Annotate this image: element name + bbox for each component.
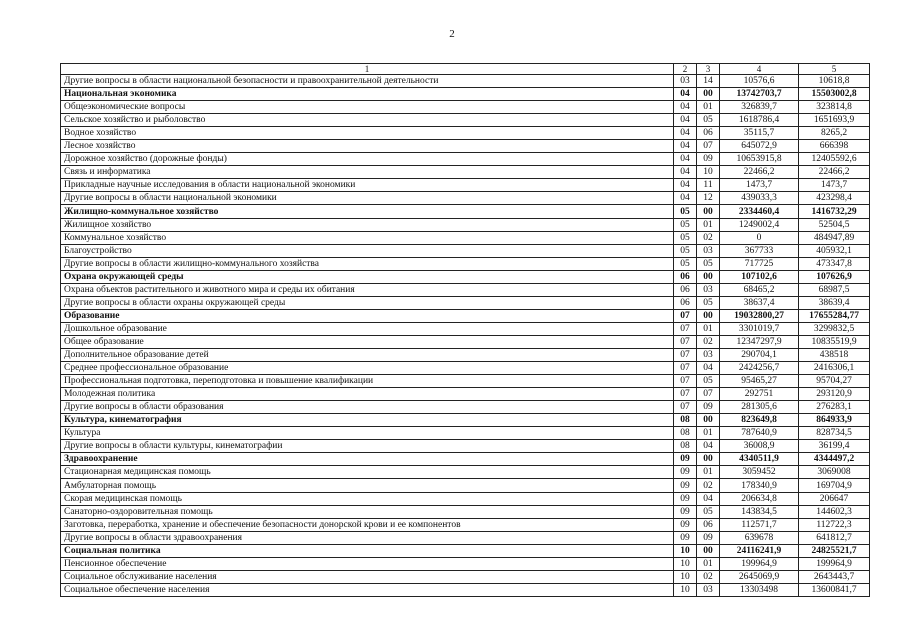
row-subsection: 04: [697, 440, 720, 453]
row-name: Дополнительное образование детей: [61, 348, 674, 361]
row-name: Социальное обеспечение населения: [61, 583, 674, 596]
row-section: 10: [674, 583, 697, 596]
row-section: 06: [674, 270, 697, 283]
row-value-1: 292751: [720, 388, 799, 401]
row-name: Заготовка, переработка, хранение и обеспечение безопасности донорской крови и ее компонентов: [61, 518, 674, 531]
row-subsection: 00: [697, 453, 720, 466]
row-name: Другие вопросы в области жилищно-коммунального хозяйства: [61, 257, 674, 270]
row-value-2: 3069008: [799, 466, 870, 479]
row-name: Другие вопросы в области национальной экономики: [61, 192, 674, 205]
row-subsection: 10: [697, 166, 720, 179]
row-value-2: 423298,4: [799, 192, 870, 205]
row-value-1: 112571,7: [720, 518, 799, 531]
row-value-2: 2643443,7: [799, 570, 870, 583]
table-row: [61, 140, 870, 153]
row-subsection: 14: [697, 75, 720, 88]
row-name: Здравоохранение: [61, 453, 674, 466]
row-value-2: 144602,3: [799, 505, 870, 518]
row-value-2: 4344497,2: [799, 453, 870, 466]
row-subsection: 05: [697, 114, 720, 127]
row-subsection: 00: [697, 544, 720, 557]
row-section: 05: [674, 244, 697, 257]
row-value-1: 2334460,4: [720, 205, 799, 218]
row-value-2: 36199,4: [799, 440, 870, 453]
header-col-4: 4: [720, 64, 799, 75]
row-value-1: 1473,7: [720, 179, 799, 192]
row-section: 07: [674, 322, 697, 335]
row-subsection: 11: [697, 179, 720, 192]
row-name: Молодежная политика: [61, 388, 674, 401]
row-value-1: 367733: [720, 244, 799, 257]
row-value-1: 107102,6: [720, 270, 799, 283]
row-value-1: 3059452: [720, 466, 799, 479]
row-section: 09: [674, 466, 697, 479]
row-value-2: 405932,1: [799, 244, 870, 257]
table-row: [61, 544, 870, 557]
row-value-2: 169704,9: [799, 479, 870, 492]
row-subsection: 01: [697, 466, 720, 479]
row-subsection: 06: [697, 518, 720, 531]
row-subsection: 05: [697, 505, 720, 518]
table-row: [61, 257, 870, 270]
row-name: Амбулаторная помощь: [61, 479, 674, 492]
row-name: Стационарная медицинская помощь: [61, 466, 674, 479]
table-row: [61, 348, 870, 361]
row-value-1: 0: [720, 231, 799, 244]
row-name: Коммунальное хозяйство: [61, 231, 674, 244]
row-name: Жилищно-коммунальное хозяйство: [61, 205, 674, 218]
row-subsection: 06: [697, 127, 720, 140]
table-row: [61, 479, 870, 492]
row-name: Скорая медицинская помощь: [61, 492, 674, 505]
table-row: [61, 401, 870, 414]
row-value-1: 13303498: [720, 583, 799, 596]
table-row: [61, 166, 870, 179]
row-value-2: 13600841,7: [799, 583, 870, 596]
table-row: [61, 531, 870, 544]
row-value-1: 24116241,9: [720, 544, 799, 557]
row-value-1: 10576,6: [720, 75, 799, 88]
row-section: 07: [674, 388, 697, 401]
row-name: Санаторно-оздоровительная помощь: [61, 505, 674, 518]
row-value-2: 10835519,9: [799, 335, 870, 348]
row-section: 04: [674, 88, 697, 101]
table-row: [61, 101, 870, 114]
row-section: 09: [674, 518, 697, 531]
row-value-2: 10618,8: [799, 75, 870, 88]
row-subsection: 01: [697, 322, 720, 335]
row-subsection: 09: [697, 153, 720, 166]
row-value-1: 12347297,9: [720, 335, 799, 348]
row-subsection: 02: [697, 335, 720, 348]
row-name: Жилищное хозяйство: [61, 218, 674, 231]
row-value-1: 68465,2: [720, 283, 799, 296]
row-name: Благоустройство: [61, 244, 674, 257]
row-section: 04: [674, 140, 697, 153]
row-subsection: 00: [697, 309, 720, 322]
row-subsection: 03: [697, 583, 720, 596]
row-subsection: 04: [697, 362, 720, 375]
row-subsection: 02: [697, 231, 720, 244]
row-value-2: 473347,8: [799, 257, 870, 270]
header-col-2: 2: [674, 64, 697, 75]
row-subsection: 00: [697, 270, 720, 283]
row-subsection: 09: [697, 401, 720, 414]
row-section: 07: [674, 335, 697, 348]
row-section: 05: [674, 205, 697, 218]
row-value-1: 38637,4: [720, 296, 799, 309]
table-header-row: [61, 64, 870, 75]
row-subsection: 12: [697, 192, 720, 205]
row-section: 04: [674, 153, 697, 166]
row-section: 04: [674, 192, 697, 205]
header-col-1: 1: [61, 64, 674, 75]
row-section: 04: [674, 166, 697, 179]
row-name: Другие вопросы в области образования: [61, 401, 674, 414]
row-name: Связь и информатика: [61, 166, 674, 179]
row-value-2: 95704,27: [799, 375, 870, 388]
table-row: [61, 153, 870, 166]
row-section: 05: [674, 231, 697, 244]
row-subsection: 05: [697, 296, 720, 309]
row-value-1: 35115,7: [720, 127, 799, 140]
row-value-2: 293120,9: [799, 388, 870, 401]
row-name: Профессиональная подготовка, переподготовка и повышение квалификации: [61, 375, 674, 388]
row-subsection: 01: [697, 427, 720, 440]
row-name: Общеэкономические вопросы: [61, 101, 674, 114]
row-value-1: 290704,1: [720, 348, 799, 361]
row-value-2: 15503002,8: [799, 88, 870, 101]
table-row: [61, 427, 870, 440]
row-value-1: 787640,9: [720, 427, 799, 440]
row-subsection: 02: [697, 479, 720, 492]
row-subsection: 02: [697, 570, 720, 583]
table-row: [61, 414, 870, 427]
budget-table-body: [61, 64, 870, 597]
row-value-2: 38639,4: [799, 296, 870, 309]
row-value-1: 19032800,27: [720, 309, 799, 322]
row-subsection: 03: [697, 244, 720, 257]
row-name: Культура: [61, 427, 674, 440]
row-subsection: 09: [697, 531, 720, 544]
table-row: [61, 88, 870, 101]
row-value-2: 438518: [799, 348, 870, 361]
row-value-2: 484947,89: [799, 231, 870, 244]
row-subsection: 04: [697, 492, 720, 505]
header-col-5: 5: [799, 64, 870, 75]
row-section: 09: [674, 453, 697, 466]
row-section: 08: [674, 440, 697, 453]
table-row: [61, 453, 870, 466]
row-subsection: 07: [697, 140, 720, 153]
row-subsection: 03: [697, 348, 720, 361]
table-row: [61, 375, 870, 388]
table-row: [61, 505, 870, 518]
row-name: Дошкольное образование: [61, 322, 674, 335]
row-value-2: 24825521,7: [799, 544, 870, 557]
table-row: [61, 362, 870, 375]
table-row: [61, 231, 870, 244]
row-subsection: 05: [697, 257, 720, 270]
row-name: Другие вопросы в области культуры, кинематографии: [61, 440, 674, 453]
table-row: [61, 114, 870, 127]
row-name: Среднее профессиональное образование: [61, 362, 674, 375]
row-name: Культура, кинематография: [61, 414, 674, 427]
row-section: 05: [674, 257, 697, 270]
row-section: 07: [674, 401, 697, 414]
row-value-2: 68987,5: [799, 283, 870, 296]
row-value-2: 323814,8: [799, 101, 870, 114]
table-row: [61, 583, 870, 596]
row-value-1: 439033,3: [720, 192, 799, 205]
table-row: [61, 309, 870, 322]
row-value-1: 2424256,7: [720, 362, 799, 375]
row-name: Социальное обслуживание населения: [61, 570, 674, 583]
row-name: Общее образование: [61, 335, 674, 348]
row-subsection: 00: [697, 88, 720, 101]
row-name: Сельское хозяйство и рыболовство: [61, 114, 674, 127]
table-row: [61, 518, 870, 531]
row-subsection: 01: [697, 101, 720, 114]
table-row: [61, 283, 870, 296]
row-value-2: 206647: [799, 492, 870, 505]
row-value-1: 206634,8: [720, 492, 799, 505]
row-value-2: 2416306,1: [799, 362, 870, 375]
row-value-1: 4340511,9: [720, 453, 799, 466]
row-subsection: 01: [697, 218, 720, 231]
row-subsection: 07: [697, 388, 720, 401]
row-value-1: 1618786,4: [720, 114, 799, 127]
row-name: Образование: [61, 309, 674, 322]
row-section: 03: [674, 75, 697, 88]
row-section: 04: [674, 127, 697, 140]
row-value-2: 12405592,6: [799, 153, 870, 166]
row-value-1: 143834,5: [720, 505, 799, 518]
row-value-1: 1249002,4: [720, 218, 799, 231]
table-row: [61, 270, 870, 283]
table-row: [61, 127, 870, 140]
row-section: 07: [674, 362, 697, 375]
table-row: [61, 557, 870, 570]
row-value-2: 112722,3: [799, 518, 870, 531]
row-value-1: 2645069,9: [720, 570, 799, 583]
row-value-2: 1416732,29: [799, 205, 870, 218]
row-section: 07: [674, 375, 697, 388]
row-subsection: 05: [697, 375, 720, 388]
row-value-1: 639678: [720, 531, 799, 544]
row-value-1: 13742703,7: [720, 88, 799, 101]
table-row: [61, 179, 870, 192]
row-section: 08: [674, 414, 697, 427]
row-value-2: 3299832,5: [799, 322, 870, 335]
row-value-2: 199964,9: [799, 557, 870, 570]
row-section: 09: [674, 492, 697, 505]
row-value-1: 326839,7: [720, 101, 799, 114]
row-value-2: 641812,7: [799, 531, 870, 544]
table-row: [61, 218, 870, 231]
row-value-1: 178340,9: [720, 479, 799, 492]
row-section: 10: [674, 557, 697, 570]
row-name: Другие вопросы в области национальной безопасности и правоохранительной деятельности: [61, 75, 674, 88]
row-section: 06: [674, 296, 697, 309]
row-value-2: 828734,5: [799, 427, 870, 440]
budget-table-container: [60, 63, 862, 597]
table-row: [61, 570, 870, 583]
row-name: Водное хозяйство: [61, 127, 674, 140]
row-value-1: 199964,9: [720, 557, 799, 570]
row-value-2: 17655284,77: [799, 309, 870, 322]
row-value-1: 3301019,7: [720, 322, 799, 335]
row-section: 04: [674, 101, 697, 114]
row-section: 04: [674, 179, 697, 192]
row-name: Другие вопросы в области здравоохранения: [61, 531, 674, 544]
table-row: [61, 440, 870, 453]
row-name: Охрана окружающей среды: [61, 270, 674, 283]
row-subsection: 00: [697, 205, 720, 218]
row-subsection: 01: [697, 557, 720, 570]
row-value-2: 864933,9: [799, 414, 870, 427]
row-section: 09: [674, 505, 697, 518]
table-row: [61, 322, 870, 335]
row-name: Лесное хозяйство: [61, 140, 674, 153]
table-row: [61, 205, 870, 218]
table-row: [61, 192, 870, 205]
budget-table: [60, 63, 870, 597]
row-value-2: 666398: [799, 140, 870, 153]
row-value-2: 1473,7: [799, 179, 870, 192]
row-section: 09: [674, 531, 697, 544]
row-value-1: 36008,9: [720, 440, 799, 453]
row-name: Пенсионное обеспечение: [61, 557, 674, 570]
row-value-2: 1651693,9: [799, 114, 870, 127]
row-name: Социальная политика: [61, 544, 674, 557]
row-section: 08: [674, 427, 697, 440]
row-section: 10: [674, 544, 697, 557]
row-section: 05: [674, 218, 697, 231]
row-subsection: 00: [697, 414, 720, 427]
row-section: 04: [674, 114, 697, 127]
table-row: [61, 388, 870, 401]
table-row: [61, 466, 870, 479]
row-section: 07: [674, 348, 697, 361]
row-value-1: 22466,2: [720, 166, 799, 179]
row-name: Прикладные научные исследования в области национальной экономики: [61, 179, 674, 192]
row-value-1: 95465,27: [720, 375, 799, 388]
row-value-2: 8265,2: [799, 127, 870, 140]
row-section: 10: [674, 570, 697, 583]
row-name: Охрана объектов растительного и животного мира и среды их обитания: [61, 283, 674, 296]
table-row: [61, 244, 870, 257]
table-row: [61, 335, 870, 348]
row-section: 06: [674, 283, 697, 296]
table-row: [61, 492, 870, 505]
table-row: [61, 296, 870, 309]
row-value-2: 22466,2: [799, 166, 870, 179]
row-section: 07: [674, 309, 697, 322]
header-col-3: 3: [697, 64, 720, 75]
row-value-1: 717725: [720, 257, 799, 270]
row-value-2: 52504,5: [799, 218, 870, 231]
row-name: Национальная экономика: [61, 88, 674, 101]
row-value-1: 823649,8: [720, 414, 799, 427]
row-value-2: 276283,1: [799, 401, 870, 414]
row-value-1: 645072,9: [720, 140, 799, 153]
row-name: Дорожное хозяйство (дорожные фонды): [61, 153, 674, 166]
row-section: 09: [674, 479, 697, 492]
row-subsection: 03: [697, 283, 720, 296]
table-row: [61, 75, 870, 88]
row-value-1: 281305,6: [720, 401, 799, 414]
row-value-1: 10653915,8: [720, 153, 799, 166]
page-number: 2: [449, 28, 455, 40]
row-value-2: 107626,9: [799, 270, 870, 283]
row-name: Другие вопросы в области охраны окружающей среды: [61, 296, 674, 309]
